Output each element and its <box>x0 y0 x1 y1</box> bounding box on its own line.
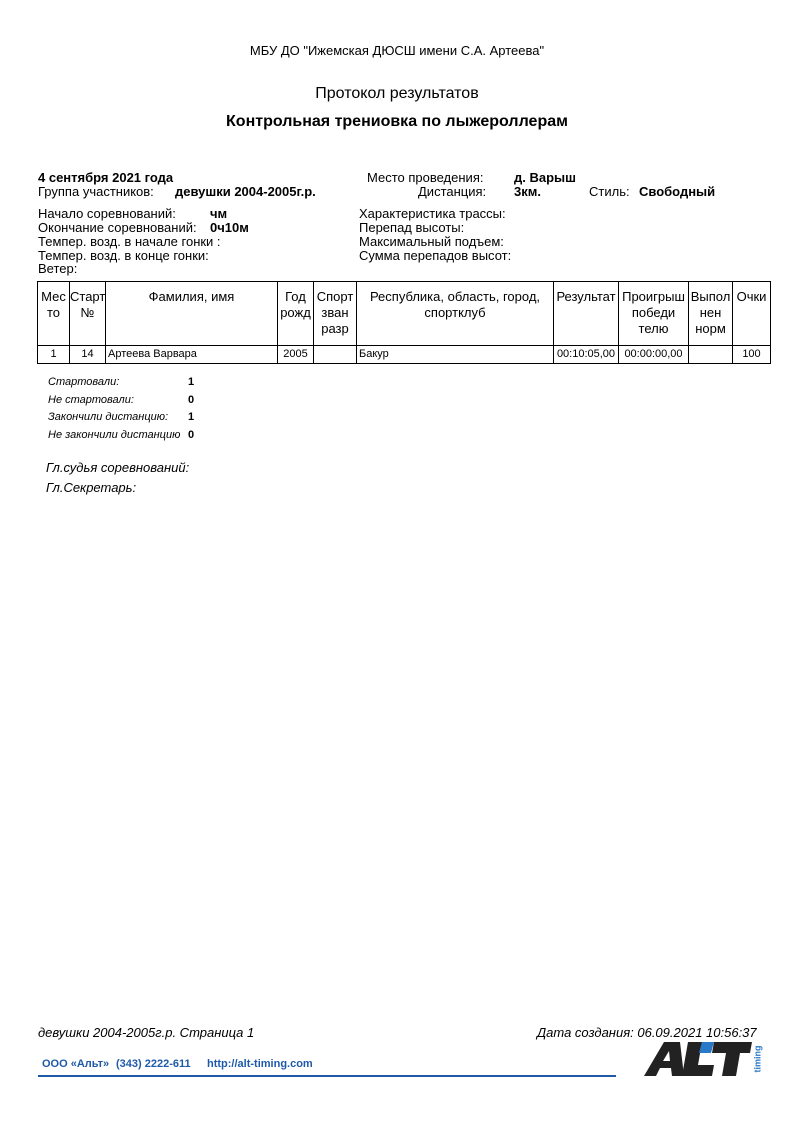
place-value: д. Варыш <box>514 170 576 185</box>
table-row <box>38 346 771 364</box>
col-header-club: Республика, область, город, спортклуб <box>357 282 554 346</box>
alt-logo-sub <box>752 1040 764 1078</box>
col-header-place: Мес то <box>38 282 70 346</box>
cell-norm <box>689 346 733 364</box>
end-label: Окончание соревнований: <box>38 220 197 235</box>
footer-company: ООО «Альт» <box>42 1058 110 1070</box>
col-header-bib: Старт № <box>70 282 106 346</box>
finished-label: Закончили дистанцию: <box>48 411 169 423</box>
distance-label: Дистанция: <box>418 184 487 199</box>
start-label: Начало соревнований: <box>38 206 176 221</box>
end-value: 0ч10м <box>210 220 249 235</box>
distance-value: 3км. <box>514 184 541 199</box>
protocol-subtitle: Протокол результатов <box>315 85 479 102</box>
cell-club: Бакур <box>357 346 554 364</box>
results-table <box>37 281 771 364</box>
footer-url[interactable]: http://alt-timing.com <box>207 1058 313 1070</box>
not-finished-value: 0 <box>188 429 195 441</box>
max-climb-label: Максимальный подъем: <box>359 234 504 249</box>
style-label: Стиль: <box>589 184 630 199</box>
col-header-rank: Спорт зван разр <box>314 282 357 346</box>
cell-year: 2005 <box>278 346 314 364</box>
col-header-points: Очки <box>733 282 771 346</box>
not-finished-label: Не закончили дистанцию <box>48 429 181 441</box>
cell-name: Артеева Варвара <box>106 346 278 364</box>
place-label: Место проведения: <box>367 170 484 185</box>
track-label: Характеристика трассы: <box>359 206 506 221</box>
event-date: 4 сентября 2021 года <box>38 170 174 185</box>
alt-logo-icon <box>642 1038 767 1080</box>
not-started-label: Не стартовали: <box>48 394 134 406</box>
col-header-behind: Проигрыш победи телю <box>619 282 689 346</box>
footer-page-info: девушки 2004-2005г.р. Страница 1 <box>38 1025 255 1040</box>
col-header-norm: Выпол нен норм <box>689 282 733 346</box>
document-title: Контрольная трениовка по лыжероллерам <box>226 113 568 130</box>
col-header-result: Результат <box>554 282 619 346</box>
start-value: чм <box>210 206 228 221</box>
height-diff-label: Перепад высоты: <box>359 220 465 235</box>
footer-created-date: Дата создания: 06.09.2021 10:56:37 <box>537 1025 757 1040</box>
started-value: 1 <box>188 376 195 388</box>
alt-logo-sub-text: timing <box>752 1045 763 1073</box>
group-label: Группа участников: <box>38 184 154 199</box>
wind-label: Ветер: <box>38 261 78 276</box>
total-climb-label: Сумма перепадов высот: <box>359 248 512 263</box>
cell-place: 1 <box>38 346 70 364</box>
style-value: Свободный <box>639 184 716 199</box>
started-label: Стартовали: <box>48 376 120 388</box>
footer-divider <box>38 1075 616 1077</box>
group-value: девушки 2004-2005г.р. <box>175 184 316 199</box>
secretary-label: Гл.Секретарь: <box>46 480 137 495</box>
chief-judge-label: Гл.судья соревнований: <box>46 460 190 475</box>
cell-result: 00:10:05,00 <box>554 346 619 364</box>
temp-end-label: Темпер. возд. в конце гонки: <box>38 248 209 263</box>
footer-phone: (343) 2222-611 <box>116 1058 191 1070</box>
cell-bib: 14 <box>70 346 106 364</box>
alt-timing-logo <box>642 1038 767 1080</box>
cell-behind: 00:00:00,00 <box>619 346 689 364</box>
not-started-value: 0 <box>188 394 195 406</box>
organization-name: МБУ ДО "Ижемская ДЮСШ имени С.А. Артеева" <box>249 43 545 58</box>
cell-points: 100 <box>733 346 771 364</box>
temp-start-label: Темпер. возд. в начале гонки : <box>38 234 221 249</box>
col-header-name: Фамилия, имя <box>106 282 278 346</box>
table-header-row <box>38 282 771 346</box>
col-header-year: Год рожд <box>278 282 314 346</box>
cell-rank <box>314 346 357 364</box>
finished-value: 1 <box>188 411 195 423</box>
